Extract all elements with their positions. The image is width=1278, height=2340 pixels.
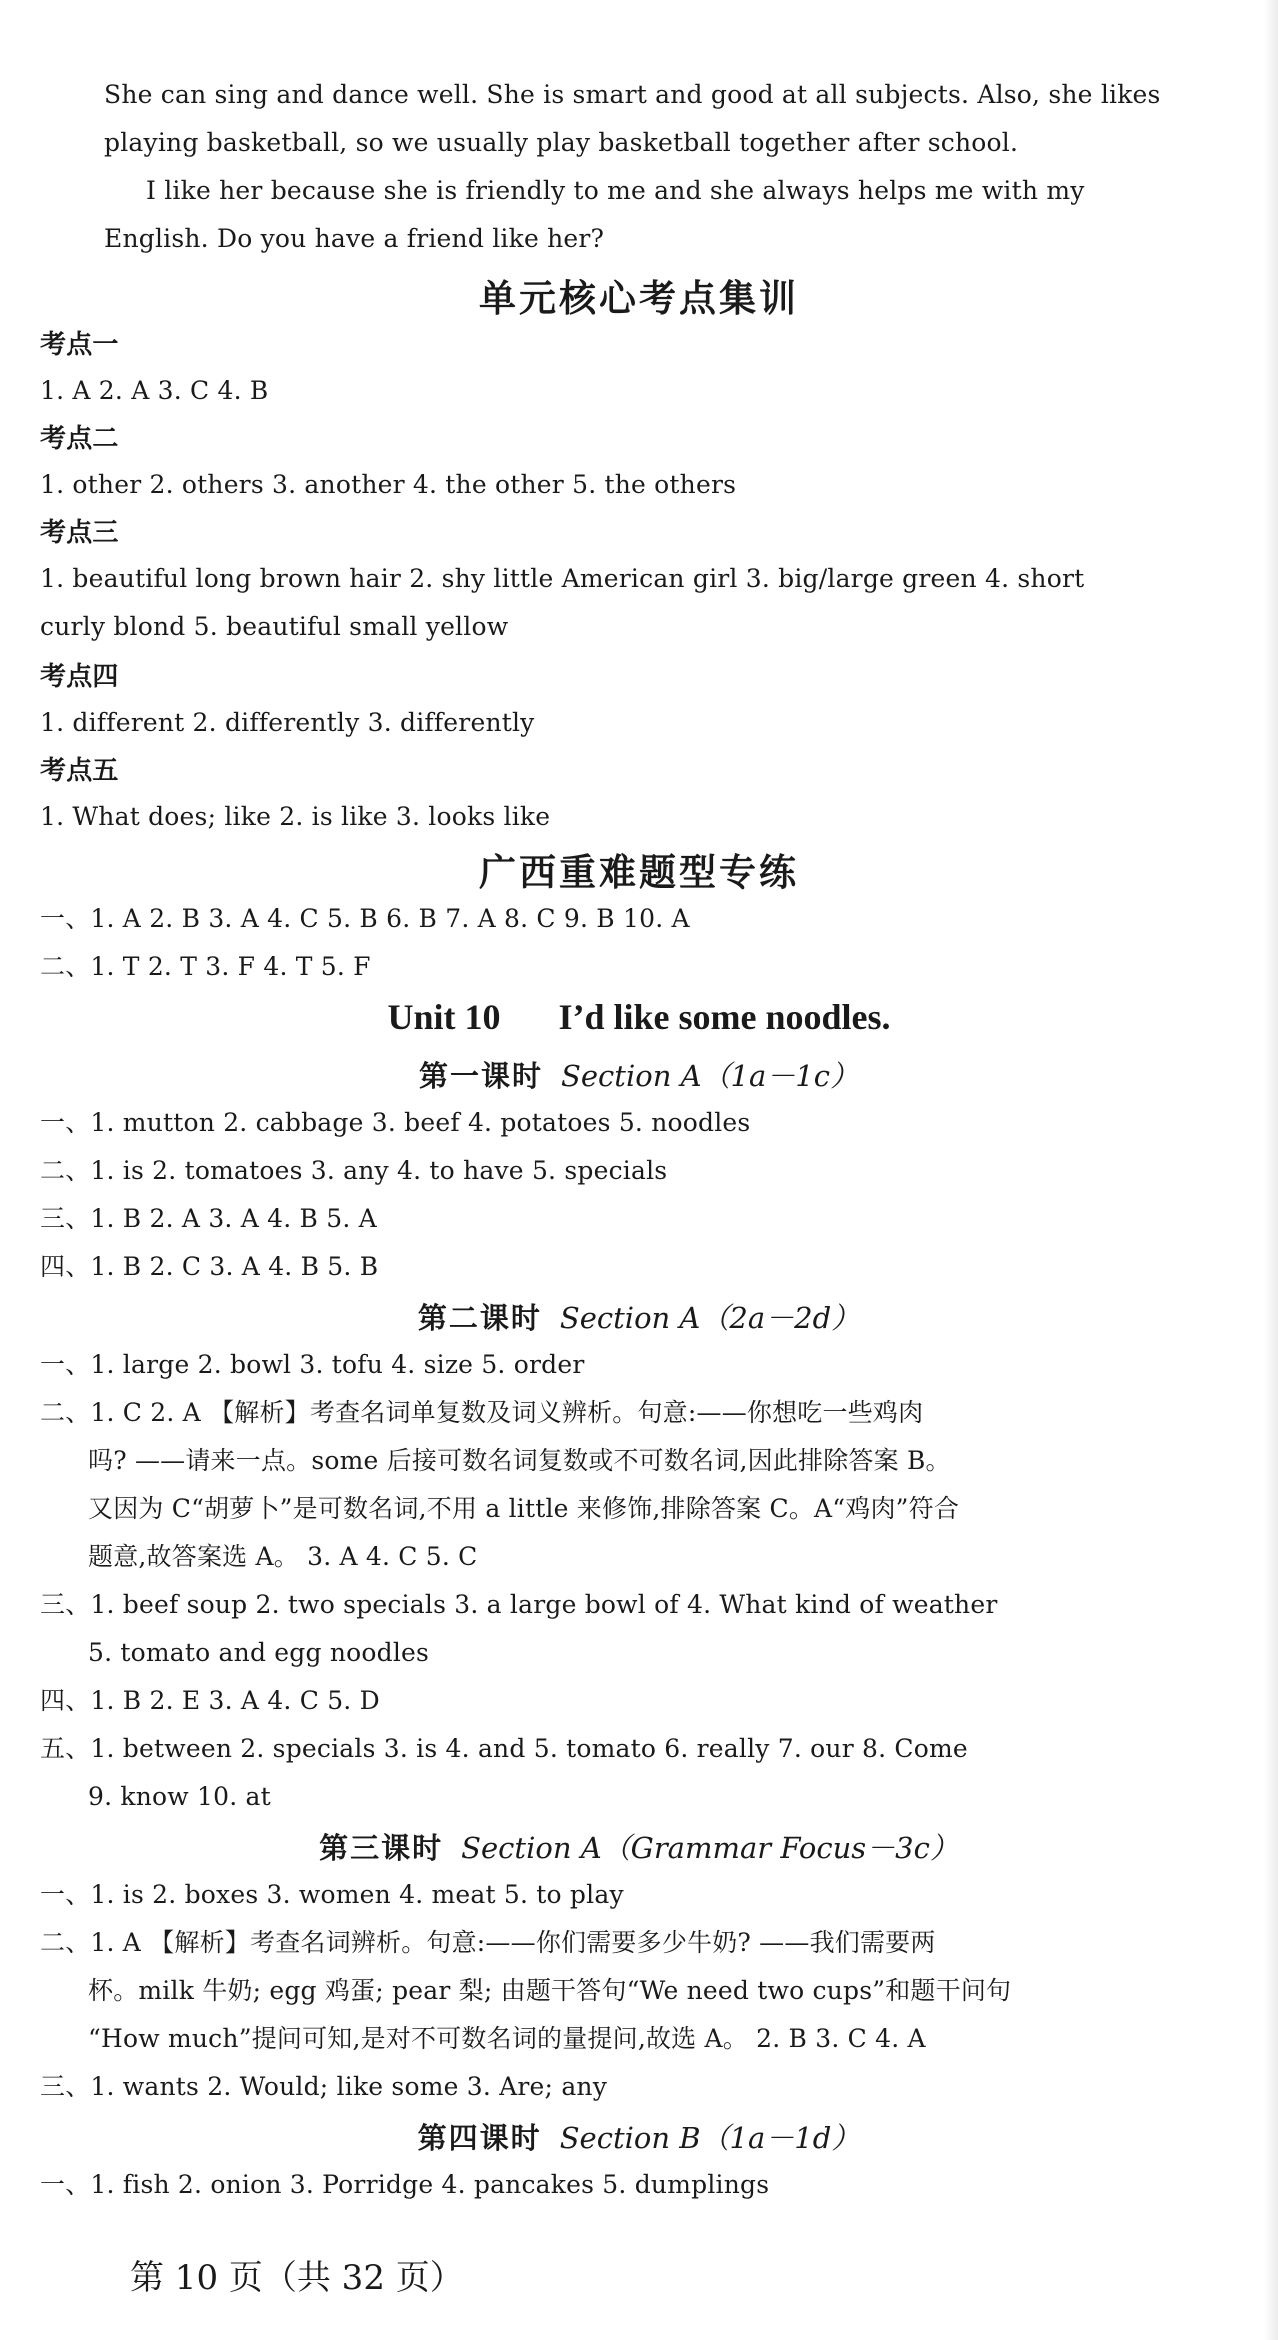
page-number: 第 10 页（共 32 页） xyxy=(130,2258,464,2298)
section-heading-guangxi: 广西重难题型专练 xyxy=(479,850,799,894)
answer-line: 三、1. wants 2. Would; like some 3. Are; any xyxy=(40,2072,608,2101)
intro-line: She can sing and dance well. She is smart and good at all subjects. Also, she likes xyxy=(104,80,1161,109)
answer-line: 一、1. fish 2. onion 3. Porridge 4. pancakes 5. dumplings xyxy=(40,2170,770,2199)
answer-line: 五、1. between 2. specials 3. is 4. and 5. tomato 6. really 7. our 8. Come xyxy=(40,1734,968,1763)
lesson-heading xyxy=(0,1826,1278,1867)
answer-line: 又因为 C“胡萝卜”是可数名词,不用 a little 来修饰,排除答案 C。A“鸡肉”符合 xyxy=(88,1494,960,1523)
unit-name: I’d like some noodles. xyxy=(558,997,891,1037)
answer-line: 1. What does; like 2. is like 3. looks like xyxy=(40,802,551,831)
lesson-cn: 第二课时 xyxy=(417,1301,542,1335)
answer-line: 二、1. T 2. T 3. F 4. T 5. F xyxy=(40,952,371,981)
answer-line: 二、1. A 【解析】考查名词辨析。句意:——你们需要多少牛奶? ——我们需要两 xyxy=(40,1928,936,1957)
answer-line: 1. different 2. differently 3. differently xyxy=(40,708,535,737)
lesson-heading xyxy=(0,1054,1278,1095)
intro-line: English. Do you have a friend like her? xyxy=(104,224,605,253)
answer-line: 1. beautiful long brown hair 2. shy little American girl 3. big/large green 4. short xyxy=(40,564,1085,593)
answer-line: curly blond 5. beautiful small yellow xyxy=(40,612,509,641)
unit-title xyxy=(0,996,1278,1038)
lesson-heading xyxy=(0,2116,1278,2157)
answer-line: 四、1. B 2. C 3. A 4. B 5. B xyxy=(40,1252,379,1281)
answer-line: 一、1. mutton 2. cabbage 3. beef 4. potatoes 5. noodles xyxy=(40,1108,751,1137)
kaodian-label: 考点四 xyxy=(40,662,119,692)
answer-line: 1. A 2. A 3. C 4. B xyxy=(40,376,269,405)
lesson-section: Section A（Grammar Focus－3c） xyxy=(461,1831,959,1865)
lesson-heading xyxy=(0,1296,1278,1337)
answer-line: 二、1. is 2. tomatoes 3. any 4. to have 5. specials xyxy=(40,1156,668,1185)
answer-line: 四、1. B 2. E 3. A 4. C 5. D xyxy=(40,1686,380,1715)
kaodian-label: 考点三 xyxy=(40,518,119,548)
answer-line: 1. other 2. others 3. another 4. the other 5. the others xyxy=(40,470,737,499)
unit-number: Unit 10 xyxy=(387,997,501,1037)
section-heading-core: 单元核心考点集训 xyxy=(479,276,799,320)
lesson-section: Section A（2a－2d） xyxy=(559,1301,861,1335)
answer-line: 5. tomato and egg noodles xyxy=(88,1638,430,1667)
kaodian-label: 考点二 xyxy=(40,424,119,454)
lesson-cn: 第四课时 xyxy=(417,2121,542,2155)
answer-line: 吗? ——请来一点。some 后接可数名词复数或不可数名词,因此排除答案 B。 xyxy=(88,1446,951,1475)
answer-line: 二、1. C 2. A 【解析】考查名词单复数及词义辨析。句意:——你想吃一些鸡肉 xyxy=(40,1398,924,1427)
kaodian-label: 考点一 xyxy=(40,330,119,360)
answer-line: 9. know 10. at xyxy=(88,1782,271,1811)
answer-line: 三、1. B 2. A 3. A 4. B 5. A xyxy=(40,1204,377,1233)
intro-line: I like her because she is friendly to me and she always helps me with my xyxy=(146,176,1085,205)
lesson-section: Section A（1a－1c） xyxy=(561,1059,859,1093)
answer-line: 题意,故答案选 A。 3. A 4. C 5. C xyxy=(88,1542,478,1571)
lesson-section: Section B（1a－1d） xyxy=(559,2121,861,2155)
answer-line: 三、1. beef soup 2. two specials 3. a large bowl of 4. What kind of weather xyxy=(40,1590,998,1619)
page-edge-shadow xyxy=(1264,0,1278,2340)
kaodian-label: 考点五 xyxy=(40,756,119,786)
answer-line: 一、1. is 2. boxes 3. women 4. meat 5. to play xyxy=(40,1880,624,1909)
lesson-cn: 第三课时 xyxy=(319,1831,444,1865)
answer-line: 杯。milk 牛奶; egg 鸡蛋; pear 梨; 由题干答句“We need two cups”和题干问句 xyxy=(88,1976,1012,2005)
answer-line: 一、1. A 2. B 3. A 4. C 5. B 6. B 7. A 8. C 9. B 10. A xyxy=(40,904,690,933)
intro-line: playing basketball, so we usually play basketball together after school. xyxy=(104,128,1019,157)
lesson-cn: 第一课时 xyxy=(419,1059,544,1093)
answer-line: 一、1. large 2. bowl 3. tofu 4. size 5. order xyxy=(40,1350,585,1379)
answer-line: “How much”提问可知,是对不可数名词的量提问,故选 A。 2. B 3. C 4. A xyxy=(88,2024,926,2053)
